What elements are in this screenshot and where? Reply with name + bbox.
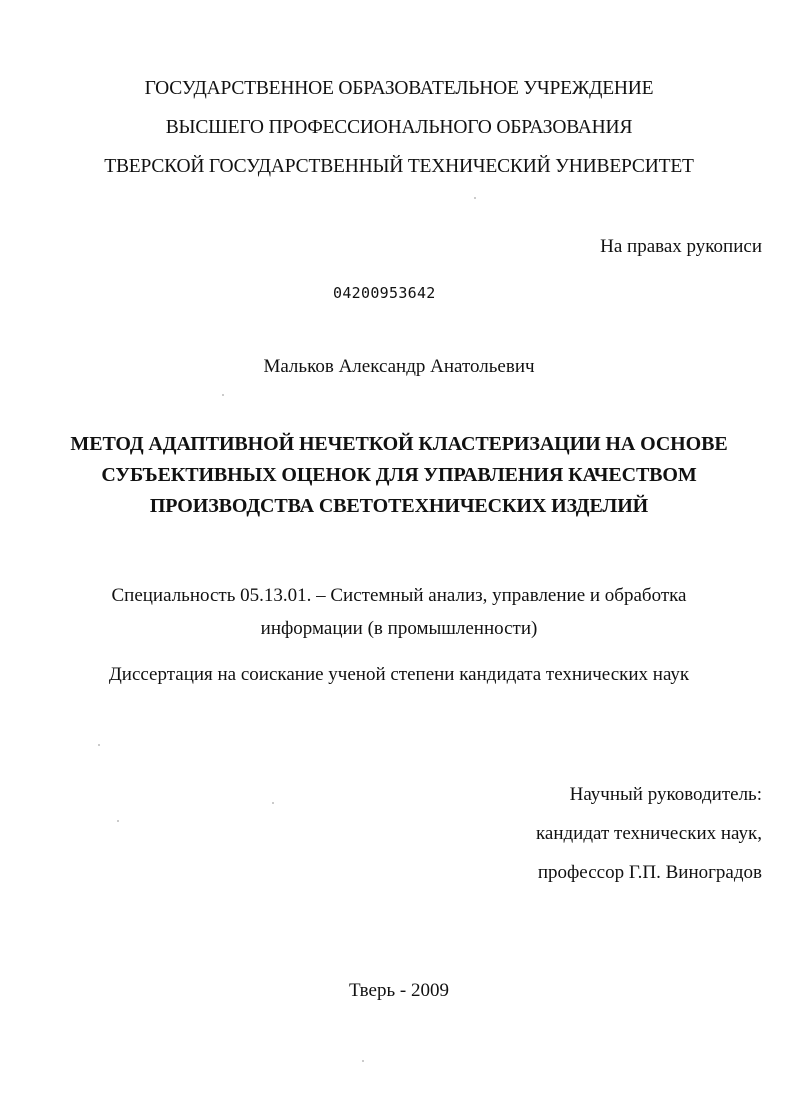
title-line-1: МЕТОД АДАПТИВНОЙ НЕЧЕТКОЙ КЛАСТЕРИЗАЦИИ НА ОСНОВЕ bbox=[70, 433, 728, 455]
manuscript-note: На правах рукописи bbox=[600, 236, 762, 257]
title-line-2: СУБЪЕКТИВНЫХ ОЦЕНОК ДЛЯ УПРАВЛЕНИЯ КАЧЕСТВОМ bbox=[101, 464, 697, 486]
scan-speck bbox=[474, 197, 476, 199]
supervisor-degree: кандидат технических наук, bbox=[535, 823, 762, 844]
scan-speck bbox=[362, 1060, 364, 1062]
place-year: Тверь - 2009 bbox=[349, 980, 449, 1001]
scan-speck bbox=[222, 394, 224, 396]
institution-line-3: ТВЕРСКОЙ ГОСУДАРСТВЕННЫЙ ТЕХНИЧЕСКИЙ УНИВЕРСИТЕТ bbox=[104, 156, 694, 177]
specialty-line-2: информации (в промышленности) bbox=[260, 618, 538, 639]
scan-speck bbox=[98, 744, 100, 746]
institution-line-2: ВЫСШЕГО ПРОФЕССИОНАЛЬНОГО ОБРАЗОВАНИЯ bbox=[165, 117, 633, 138]
scan-speck bbox=[272, 802, 274, 804]
institution-line-1: ГОСУДАРСТВЕННОЕ ОБРАЗОВАТЕЛЬНОЕ УЧРЕЖДЕНИЕ bbox=[144, 78, 654, 99]
dissertation-type: Диссертация на соискание ученой степени кандидата технических наук bbox=[108, 664, 690, 685]
title-line-3: ПРОИЗВОДСТВА СВЕТОТЕХНИЧЕСКИХ ИЗДЕЛИЙ bbox=[149, 495, 649, 517]
supervisor-label: Научный руководитель: bbox=[569, 784, 762, 805]
specialty-line-1: Специальность 05.13.01. – Системный анализ, управление и обработка bbox=[111, 585, 687, 606]
scan-speck bbox=[117, 820, 119, 822]
catalog-code: 04200953642 bbox=[333, 284, 436, 302]
author-name: Мальков Александр Анатольевич bbox=[263, 356, 535, 377]
supervisor-name: профессор Г.П. Виноградов bbox=[537, 862, 762, 883]
